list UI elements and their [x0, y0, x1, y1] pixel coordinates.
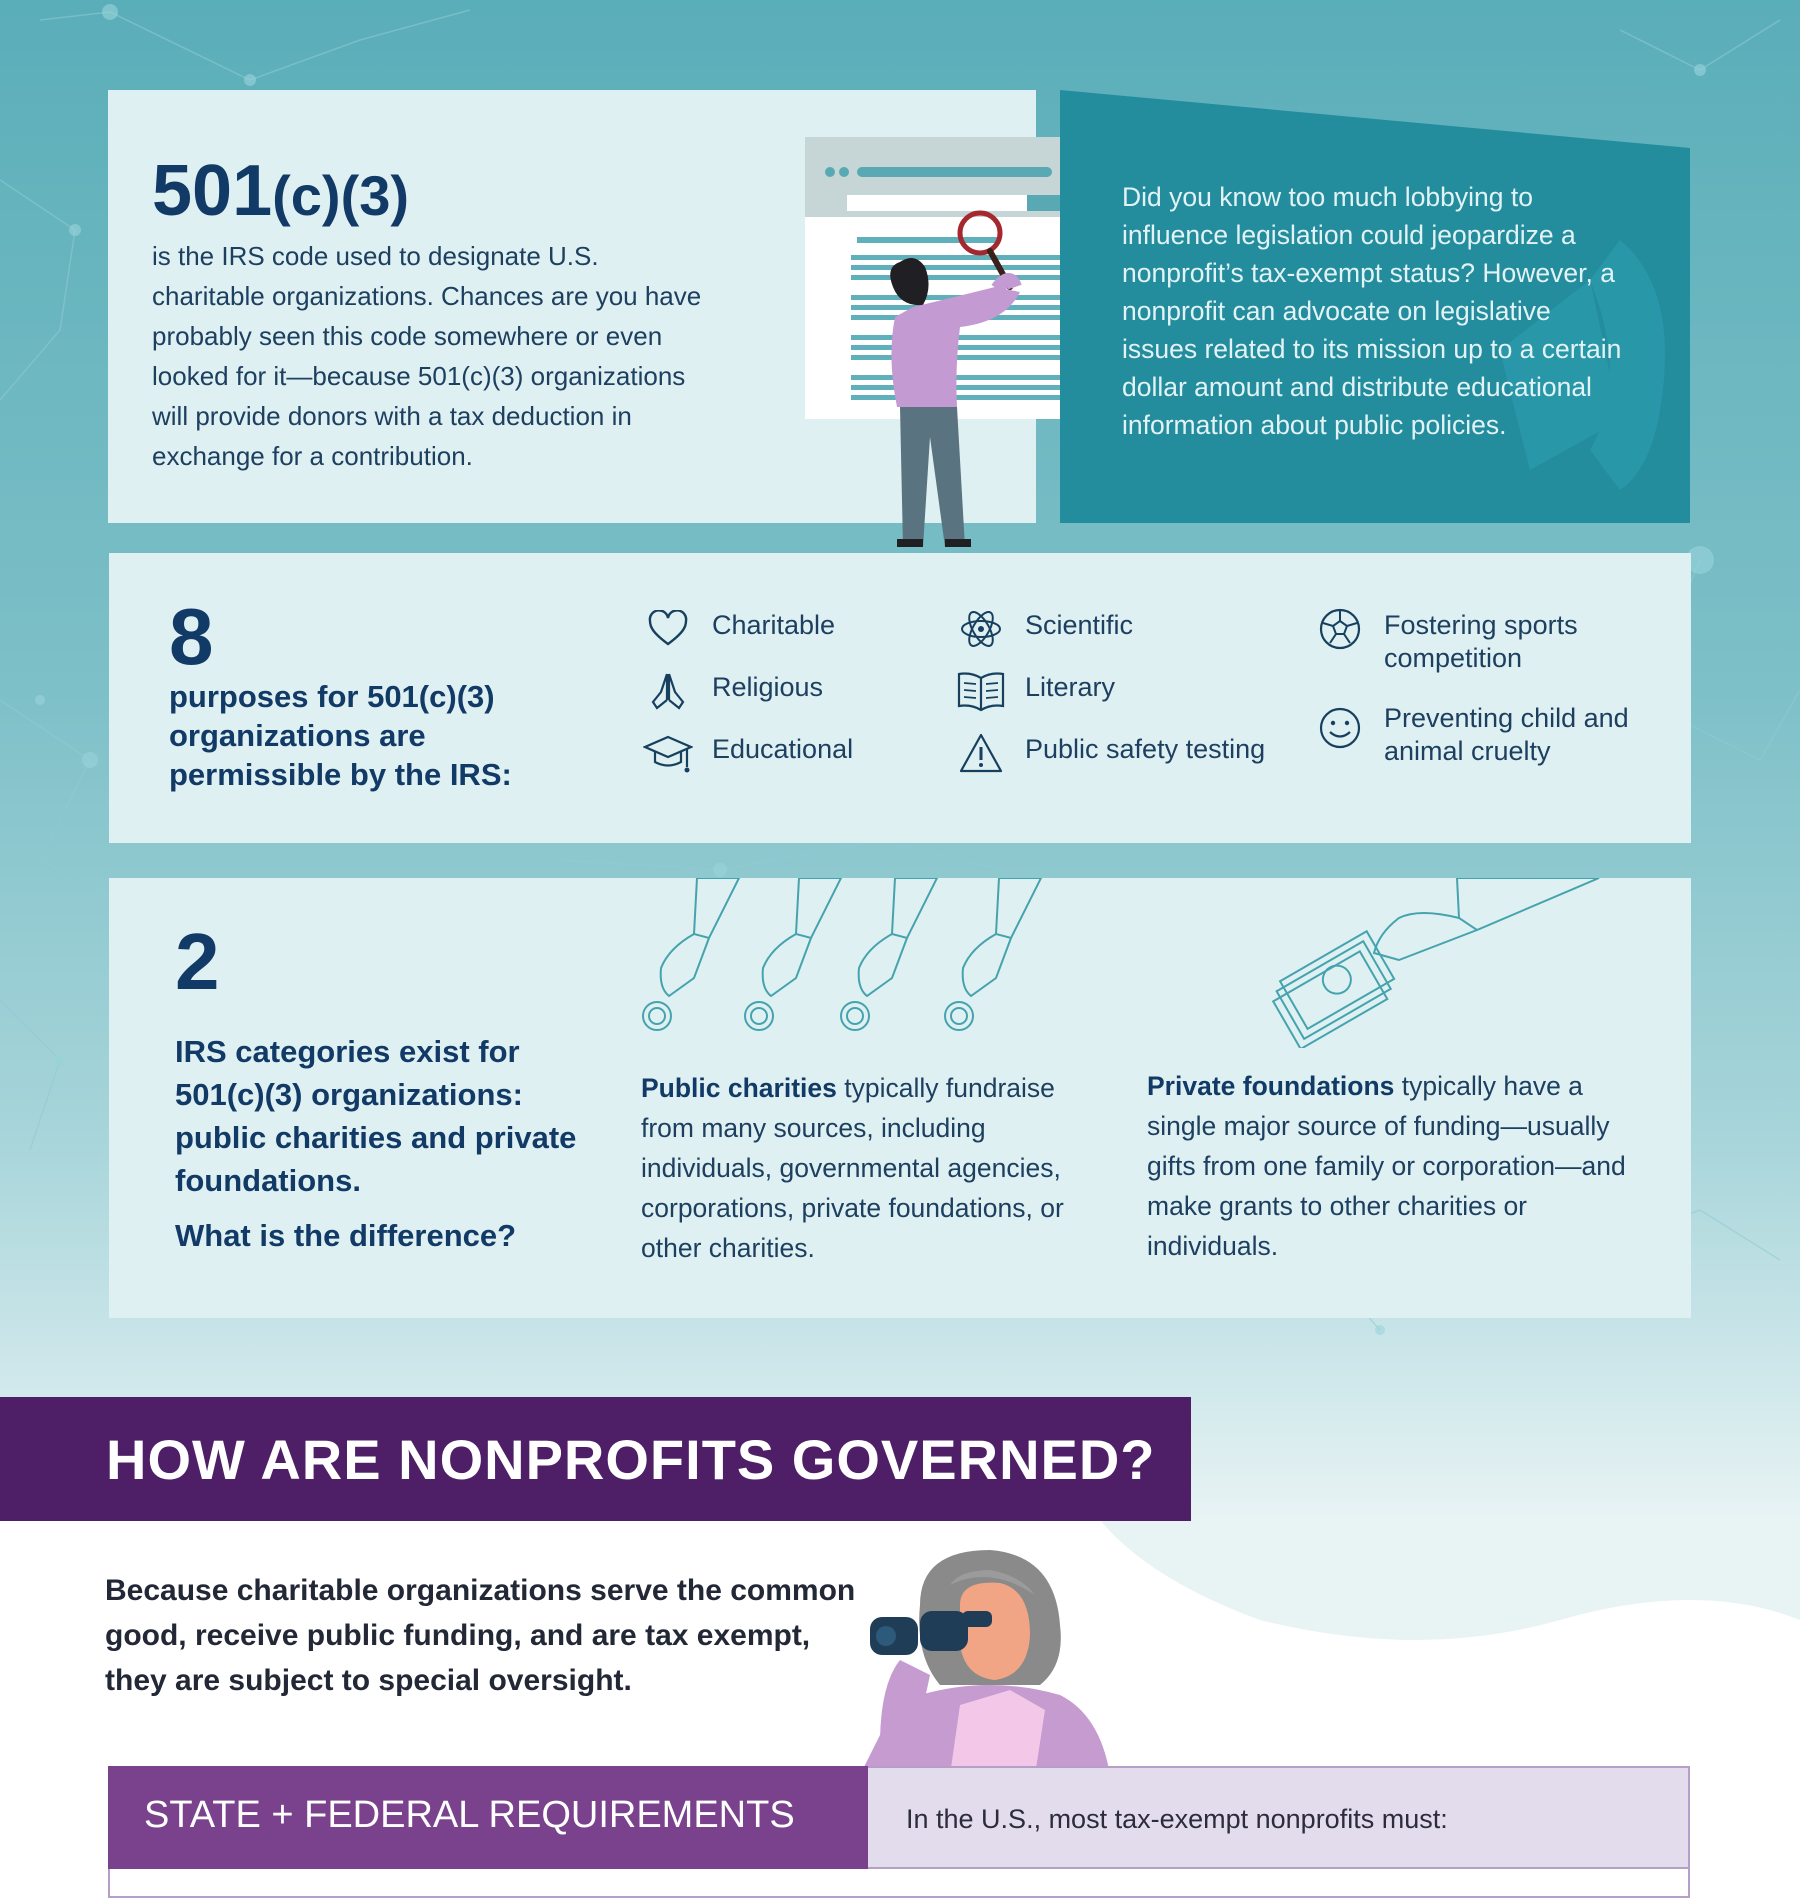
purpose-item: Fostering sports competition [1314, 609, 1634, 675]
purposes-label: purposes for 501(c)(3) organizations are permissible by the IRS: [169, 679, 512, 792]
purpose-item: Literary [955, 671, 1115, 711]
requirements-intro: In the U.S., most tax-exempt nonprofits must: [906, 1804, 1448, 1834]
purposes-count: 8 [169, 592, 214, 681]
governed-text: Because charitable organizations serve the common good, receive public funding, and are tax exempt, they are subject to special oversight. [105, 1574, 856, 1697]
purpose-item: Preventing child and animal cruelty [1314, 702, 1644, 768]
heart-icon [642, 609, 694, 649]
governed-heading: HOW ARE NONPROFITS GOVERNED? [106, 1428, 1156, 1491]
atom-icon [955, 609, 1007, 649]
private-foundations-text: Private foundations typically have a single major source of funding—usually gifts from one family or corporation—and make grants to other charities or individuals. [1147, 1071, 1626, 1261]
requirements-table [108, 1766, 1690, 1898]
categories-count: 2 [175, 917, 220, 1006]
requirements-intro-cell [868, 1766, 1690, 1869]
lobbying-text: Did you know too much lobbying to influence legislation could jeopardize a nonprofit’s tax-exempt status? However, a nonprofit can advocate on legislative issues related to its mission up to a certain dollar amount and distribute educational information about public policies. [1122, 182, 1622, 440]
purpose-item: Scientific [955, 609, 1133, 649]
lobbying-panel [1060, 90, 1690, 523]
public-charities-text: Public charities typically fundraise from many sources, including individuals, governmental agencies, corporations, private foundations, or other charities. [641, 1073, 1064, 1263]
categories-label: IRS categories exist for 501(c)(3) organizations: public charities and private foundations. [175, 1034, 577, 1198]
praying-hands-icon [642, 671, 694, 711]
warning-icon [955, 733, 1007, 773]
categories-card [109, 878, 1691, 1318]
cash-hand-illustration [1209, 878, 1609, 1048]
requirements-title-cell [108, 1766, 868, 1869]
soccer-ball-icon [1314, 609, 1366, 649]
irs-code-card [108, 90, 1036, 523]
requirements-body [108, 1869, 1690, 1898]
governed-banner [0, 1397, 1191, 1521]
coin-hands-illustration [639, 878, 1199, 1038]
graduation-cap-icon [642, 733, 694, 773]
purpose-item: Educational [642, 733, 853, 773]
requirements-title: STATE + FEDERAL REQUIREMENTS [144, 1794, 795, 1836]
code-description: is the IRS code used to designate U.S. charitable organizations. Chances are you have probably seen this code somewhere or even looked for it—because 501(c)(3) organizations will provide donors with a tax deduction in exchange for a contribution. [152, 241, 702, 471]
smiley-icon [1314, 708, 1366, 748]
purpose-item: Public safety testing [955, 733, 1265, 773]
difference-question: What is the difference? [175, 1218, 517, 1253]
code-heading: 501(c)(3) [152, 151, 410, 231]
purpose-item: Religious [642, 671, 823, 711]
woman-binoculars-illustration [860, 1545, 1120, 1775]
purpose-item: Charitable [642, 609, 835, 649]
book-icon [955, 671, 1007, 711]
purposes-card [109, 553, 1691, 843]
